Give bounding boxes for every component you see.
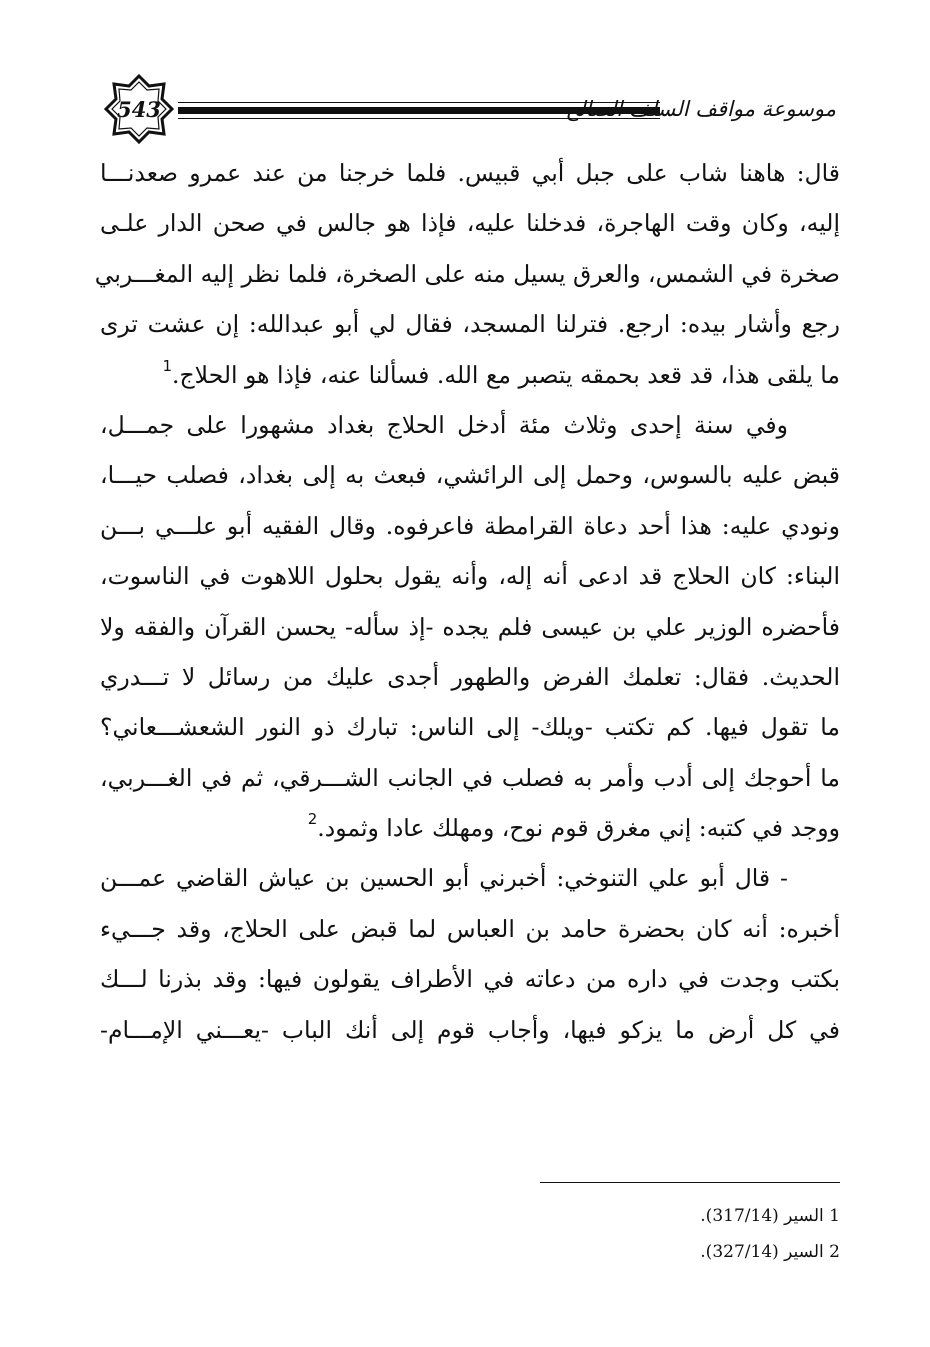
footnote-1: 1 السير (317/14). bbox=[700, 1206, 840, 1226]
footnotes bbox=[500, 1198, 840, 1270]
text-line-content: ما يلقى هذا، قد قعد بحمقه يتصبر مع الله. فسألنا عنه، فإذا هو الحلاج. bbox=[172, 360, 840, 389]
text-line: إليه، وكان وقت الهاجرة، فدخلنا عليه، فإذا هو جالس في صحن الدار علـى bbox=[100, 209, 840, 238]
text-line bbox=[100, 350, 840, 400]
text-line: - قال أبو علي التنوخي: أخبرني أبو الحسين بن عياش القاضي عمـــن bbox=[100, 864, 788, 893]
text-line: رجع وأشار بيده: ارجع. فترلنا المسجد، فقال لي أبو عبدالله: إن عشت ترى bbox=[100, 310, 840, 339]
text-line: صخرة في الشمس، والعرق يسيل منه على الصخرة، فلما نظر إليه المغـــربي bbox=[94, 259, 840, 288]
text-line-content: ووجد في كتبه: إني مغرق قوم نوح، ومهلك عادا وثمود. bbox=[317, 814, 840, 843]
text-line bbox=[100, 803, 840, 853]
text-line: ونودي عليه: هذا أحد دعاة القرامطة فاعرفوه. وقال الفقيه أبو علـــي بـــن bbox=[100, 511, 840, 540]
text-line: في كل أرض ما يزكو فيها، وأجاب قوم إلى أنك الباب -يعـــني الإمـــام- bbox=[100, 1015, 840, 1044]
text-line: قبض عليه بالسوس، وحمل إلى الرائشي، فبعث به إلى بغداد، فصلب حيـــا، bbox=[100, 461, 840, 490]
page-number: 543 bbox=[117, 96, 161, 122]
text-line: قال: هاهنا شاب على جبل أبي قبيس. فلما خرجنا من عند عمرو صعدنـــا bbox=[100, 159, 840, 187]
footnote-ref-1: 1 bbox=[162, 356, 173, 375]
text-line: الحديث. فقال: تعلمك الفرض والطهور أجدى عليك من رسائل لا تـــدري bbox=[100, 662, 840, 691]
text-line: ما أحوجك إلى أدب وأمر به فصلب في الجانب الشـــرقي، ثم في الغـــربي، bbox=[100, 763, 840, 792]
series-title: موسوعة مواقف السلف الصالح bbox=[565, 97, 836, 121]
text-line: البناء: كان الحلاج قد ادعى أنه إله، وأنه يقول بحلول اللاهوت في الناسوت، bbox=[100, 562, 840, 591]
text-line: أخبره: أنه كان بحضرة حامد بن العباس لما قبض على الحلاج، وقد جـــيء bbox=[100, 914, 840, 943]
body-text bbox=[94, 148, 840, 1055]
text-line: وفي سنة إحدى وثلاث مئة أدخل الحلاج بغداد مشهورا على جمـــل، bbox=[100, 410, 788, 439]
page-header bbox=[96, 70, 836, 150]
footnote-separator bbox=[540, 1182, 840, 1183]
footnote-ref-2: 2 bbox=[307, 810, 318, 829]
text-line: ما تقول فيها. كم تكتب -ويلك- إلى الناس: تبارك ذو النور الشعشـــعاني؟ bbox=[100, 713, 840, 742]
text-line: فأحضره الوزير علي بن عيسى فلم يجده -إذ سأله- يحسن القرآن والفقه ولا bbox=[100, 612, 840, 641]
text-line: بكتب وجدت في داره من دعاته في الأطراف يقولون فيها: وقد بذرنا لـــك bbox=[100, 965, 840, 994]
footnote-2: 2 السير (327/14). bbox=[700, 1242, 840, 1262]
